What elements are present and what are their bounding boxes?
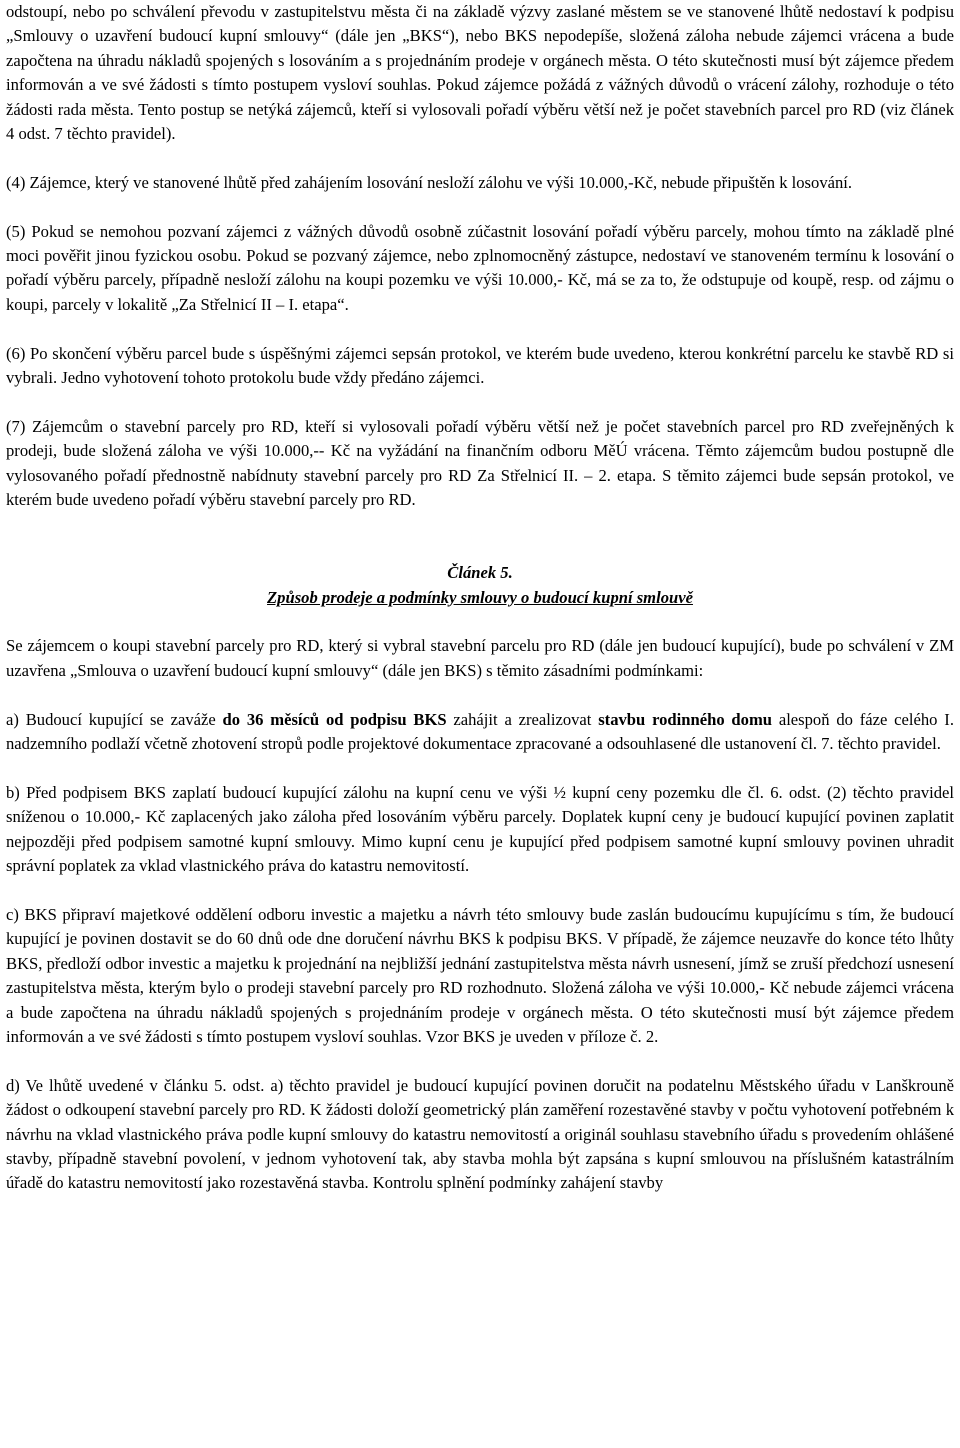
paragraph-continuation: odstoupí, nebo po schválení převodu v zastupitelstvu města či na základě výzvy zaslané městem se ve stanovené lhůtě nedostaví k podpisu „Smlouvy o uzavření budoucí kupní smlouvy“ (dále jen „BKS“), nebo BKS nepodepíše, složená záloha nebude zájemci vrácena a bude započtena na úhradu nákladů spojených s losováním a s projednáním prodeje v orgánech města. O této skutečnosti musí být zájemce předem informován a ve své žádosti s tímto postupem vysloví souhlas. Pokud zájemce požádá z vážných důvodů o vrácení zálohy, rozhoduje o této žádosti rada města. Tento postup se netýká zájemců, kteří si vylosovali pořadí výběru větší než je počet stavebních parcel pro RD (viz článek 4 odst. 7 těchto pravidel). (6, 2, 954, 144)
paragraph-4: (4) Zájemce, který ve stanovené lhůtě před zahájením losování nesloží zálohu ve výši 10.000,-Kč, nebude připuštěn k losování. (6, 172, 853, 192)
clause-a-subject: stavbu rodinného domu (598, 709, 773, 729)
clause-a-deadline: do 36 měsíců od podpisu BKS (222, 709, 447, 729)
clause-b: b) Před podpisem BKS zaplatí budoucí kupující zálohu na kupní cenu ve výši ½ kupní ceny pozemku dle čl. 6. odst. (2) těchto pravidel sníženou o 10.000,- Kč zaplacených jako záloha před losováním výběru parcely. Doplatek kupní ceny je budoucí kupující povinen zaplatit nejpozději před podpisem samotné kupní smlouvy. Mimo kupní cenu je kupující před podpisem samotné kupní smlouvy povinen uhradit správní poplatek za vklad vlastnického práva do katastru nemovitostí. (6, 782, 954, 876)
document-page (6, 0, 954, 1196)
article-title: Způsob prodeje a podmínky smlouvy o budoucí kupní smlouvě (267, 587, 693, 607)
article-number: Článek 5. (447, 563, 513, 583)
clause-d: d) Ve lhůtě uvedené v článku 5. odst. a) těchto pravidel je budoucí kupující povinen doručit na podatelnu Městského úřadu v Lanškrouně žádost o odkoupení stavební parcely pro RD. K žádosti doloží geometrický plán zaměření rozestavěné stavby v počtu vyhotovení potřebném k návrhu na vklad vlastnického práva podle kupní smlouvy do katastru nemovitostí a originál souhlasu stavebního úřadu s provedením ohlášené stavby, případně stavební povolení, v jednom vyhotovení tak, aby stavba mohla být zapsána s kupní smlouvou na příslušném katastrálním úřadě do katastru nemovitostí jako rozestavěná stavba. Kontrolu splnění podmínky zahájení stavby (6, 1075, 954, 1193)
paragraph-5: (5) Pokud se nemohou pozvaní zájemci z vážných důvodů osobně zúčastnit losování pořadí výběru parcely, mohou tímto na základě plné moci pověřit jinou fyzickou osobu. Pokud se pozvaný zájemce, nebo zplnomocněný zástupce, nedostaví ve stanoveném termínu k losování o pořadí výběru parcely, případně nesloží zálohu na koupi pozemku ve výši 10.000,- Kč, má se za to, že odstupuje od koupě, resp. od zájmu o koupi, parcely v lokalitě „Za Střelnicí II – I. etapa“. (6, 221, 954, 314)
paragraph-6: (6) Po skončení výběru parcel bude s úspěšnými zájemci sepsán protokol, ve kterém bude uvedeno, kterou konkrétní parcelu ke stavbě RD si vybrali. Jedno vyhotovení tohoto protokolu bude vždy předáno zájemci. (6, 343, 954, 388)
clause-c: c) BKS připraví majetkové oddělení odboru investic a majetku a návrh této smlouvy bude zaslán budoucímu kupujícímu s tím, že budoucí kupující je povinen dostavit se do 60 dnů ode dne doručení návrhu BKS k podpisu BKS. V případě, že zájemce neuzavře do konce této lhůty BKS, předloží odbor investic a majetku k projednání na nejbližší jednání zastupitelstva města návrh usnesení, jímž se zruší předchozí usnesení zastupitelstva města, kterým bylo o prodeji stavební parcely pro RD rozhodnuto. Složená záloha ve výši 10.000,- Kč nebude zájemci vrácena a bude započtena na úhradu nákladů spojených s projednáním prodeje v orgánech města. O této skutečnosti musí být zájemce předem informován a ve své žádosti s tímto postupem vysloví souhlas. Vzor BKS je uveden v příloze č. 2. (6, 904, 954, 1046)
clause-a: a) Budoucí kupující se zaváže do 36 měsíců od podpisu BKS zahájit a zrealizovat stavbu rodinného domu alespoň do fáze celého I. nadzemního podlaží včetně zhotovení stropů podle projektové dokumentace zpracované a odsouhlasené dle ustanovení čl. 7. těchto pravidel. (6, 709, 954, 754)
paragraph-7: (7) Zájemcům o stavební parcely pro RD, kteří si vylosovali pořadí výběru větší než je počet stavebních parcel pro RD zveřejněných k prodeji, bude složená záloha ve výši 10.000,-- Kč na vyžádání na finančním odboru MěÚ vrácena. Těmto zájemcům budou postupně dle vylosovaného pořadí přednostně nabídnuty stavební parcely pro RD Za Střelnicí II. – 2. etapa. S těmito zájemci bude sepsán protokol, ve kterém bude uvedeno pořadí výběru stavební parcely pro RD. (6, 416, 954, 510)
article-lead: Se zájemcem o koupi stavební parcely pro RD, který si vybral stavební parcelu pro RD (dále jen budoucí kupující), bude po schválení v ZM uzavřena „Smlouva o uzavření budoucí kupní smlouvy“ (dále jen BKS) s těmito zásadními podmínkami: (6, 636, 954, 680)
